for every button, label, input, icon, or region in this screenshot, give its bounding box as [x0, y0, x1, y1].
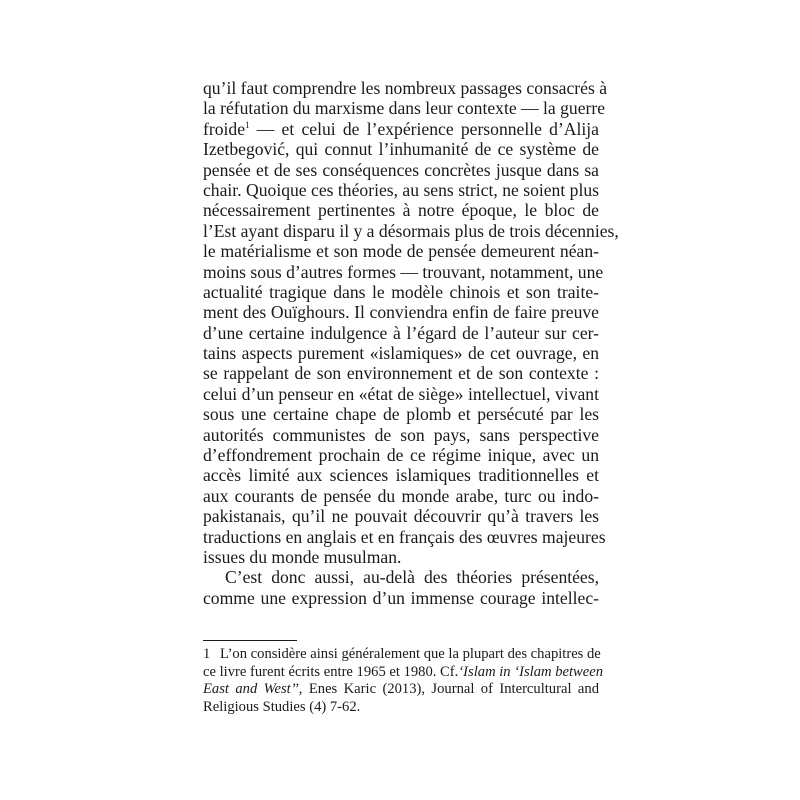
text-line: Izetbegović, qui connut l’inhumanité de ce système de: [203, 139, 599, 160]
paragraph-start-line: C’est donc aussi, au-delà des théories présentées,: [225, 567, 599, 588]
text-line: sous une certaine chape de plomb et persécuté par les: [203, 404, 599, 425]
footnote-divider: [203, 640, 297, 641]
footnote-number: 1: [203, 646, 211, 662]
text-fragment: — et celui de l’expérience personnelle d’Alija: [256, 118, 599, 139]
text-line: chair. Quoique ces théories, au sens strict, ne soient plus: [203, 179, 599, 200]
text-fragment: froide: [203, 118, 246, 139]
text-line: d’une certaine indulgence à l’égard de l’auteur sur cer-: [203, 322, 599, 343]
text-line: d’effondrement prochain de ce régime inique, avec un: [203, 445, 599, 466]
footnote-text: , Enes Karic (2013), Journal of Intercultural and: [298, 681, 599, 698]
text-line: qu’il faut comprendre les nombreux passages consacrés à: [203, 78, 608, 98]
text-line: nécessairement pertinentes à notre époque, le bloc de: [203, 200, 599, 221]
text-line: pensée et de ses conséquences concrètes jusque dans sa: [203, 159, 599, 180]
text-line: comme une expression d’un immense courage intellec-: [203, 587, 599, 608]
footnote-line: [203, 681, 599, 699]
footnote-text: ce livre furent écrits entre 1965 et 1980. Cf.: [203, 663, 459, 680]
text-line: traductions en anglais et en français des œuvres majeures: [203, 526, 606, 547]
footnote-reference[interactable]: 1: [245, 119, 250, 130]
text-line: la réfutation du marxisme dans leur contexte — la guerre: [203, 98, 606, 119]
footnote-citation-title: ‘Islam in ‘Islam between: [458, 663, 604, 680]
text-line: celui d’un penseur en «état de siège» intellectuel, vivant: [203, 383, 599, 404]
footnote-line: [203, 646, 599, 664]
text-line: ment des Ouïghours. Il conviendra enfin de faire preuve: [203, 302, 599, 323]
text-line: actualité tragique dans le modèle chinois et son traite-: [203, 281, 599, 302]
footnote-text: L’on considère ainsi généralement que la plupart des chapitres de: [220, 646, 601, 662]
text-line: autorités communistes de son pays, sans perspective: [203, 424, 599, 445]
footnote-block: [203, 646, 604, 716]
body-text: [203, 78, 619, 608]
text-line: aux courants de pensée du monde arabe, turc ou indo-: [203, 485, 599, 506]
text-line: pakistanais, qu’il ne pouvait découvrir qu’à travers les: [203, 506, 599, 527]
text-line: issues du monde musulman.: [203, 546, 402, 567]
footnote-line: Religious Studies (4) 7-62.: [203, 698, 361, 715]
text-line: l’Est ayant disparu il y a désormais plus de trois décennies,: [203, 220, 619, 241]
text-line: se rappelant de son environnement et de son contexte :: [203, 363, 599, 384]
text-line: le matérialisme et son mode de pensée demeurent néan-: [203, 241, 599, 262]
text-line: moins sous d’autres formes — trouvant, notamment, une: [203, 261, 604, 282]
text-line: [203, 119, 599, 139]
text-line: accès limité aux sciences islamiques traditionnelles et: [203, 465, 599, 486]
text-line: tains aspects purement «islamiques» de cet ouvrage, en: [203, 343, 599, 364]
footnote-citation-title: East and West’’: [203, 681, 299, 698]
footnote-line: [203, 663, 604, 682]
